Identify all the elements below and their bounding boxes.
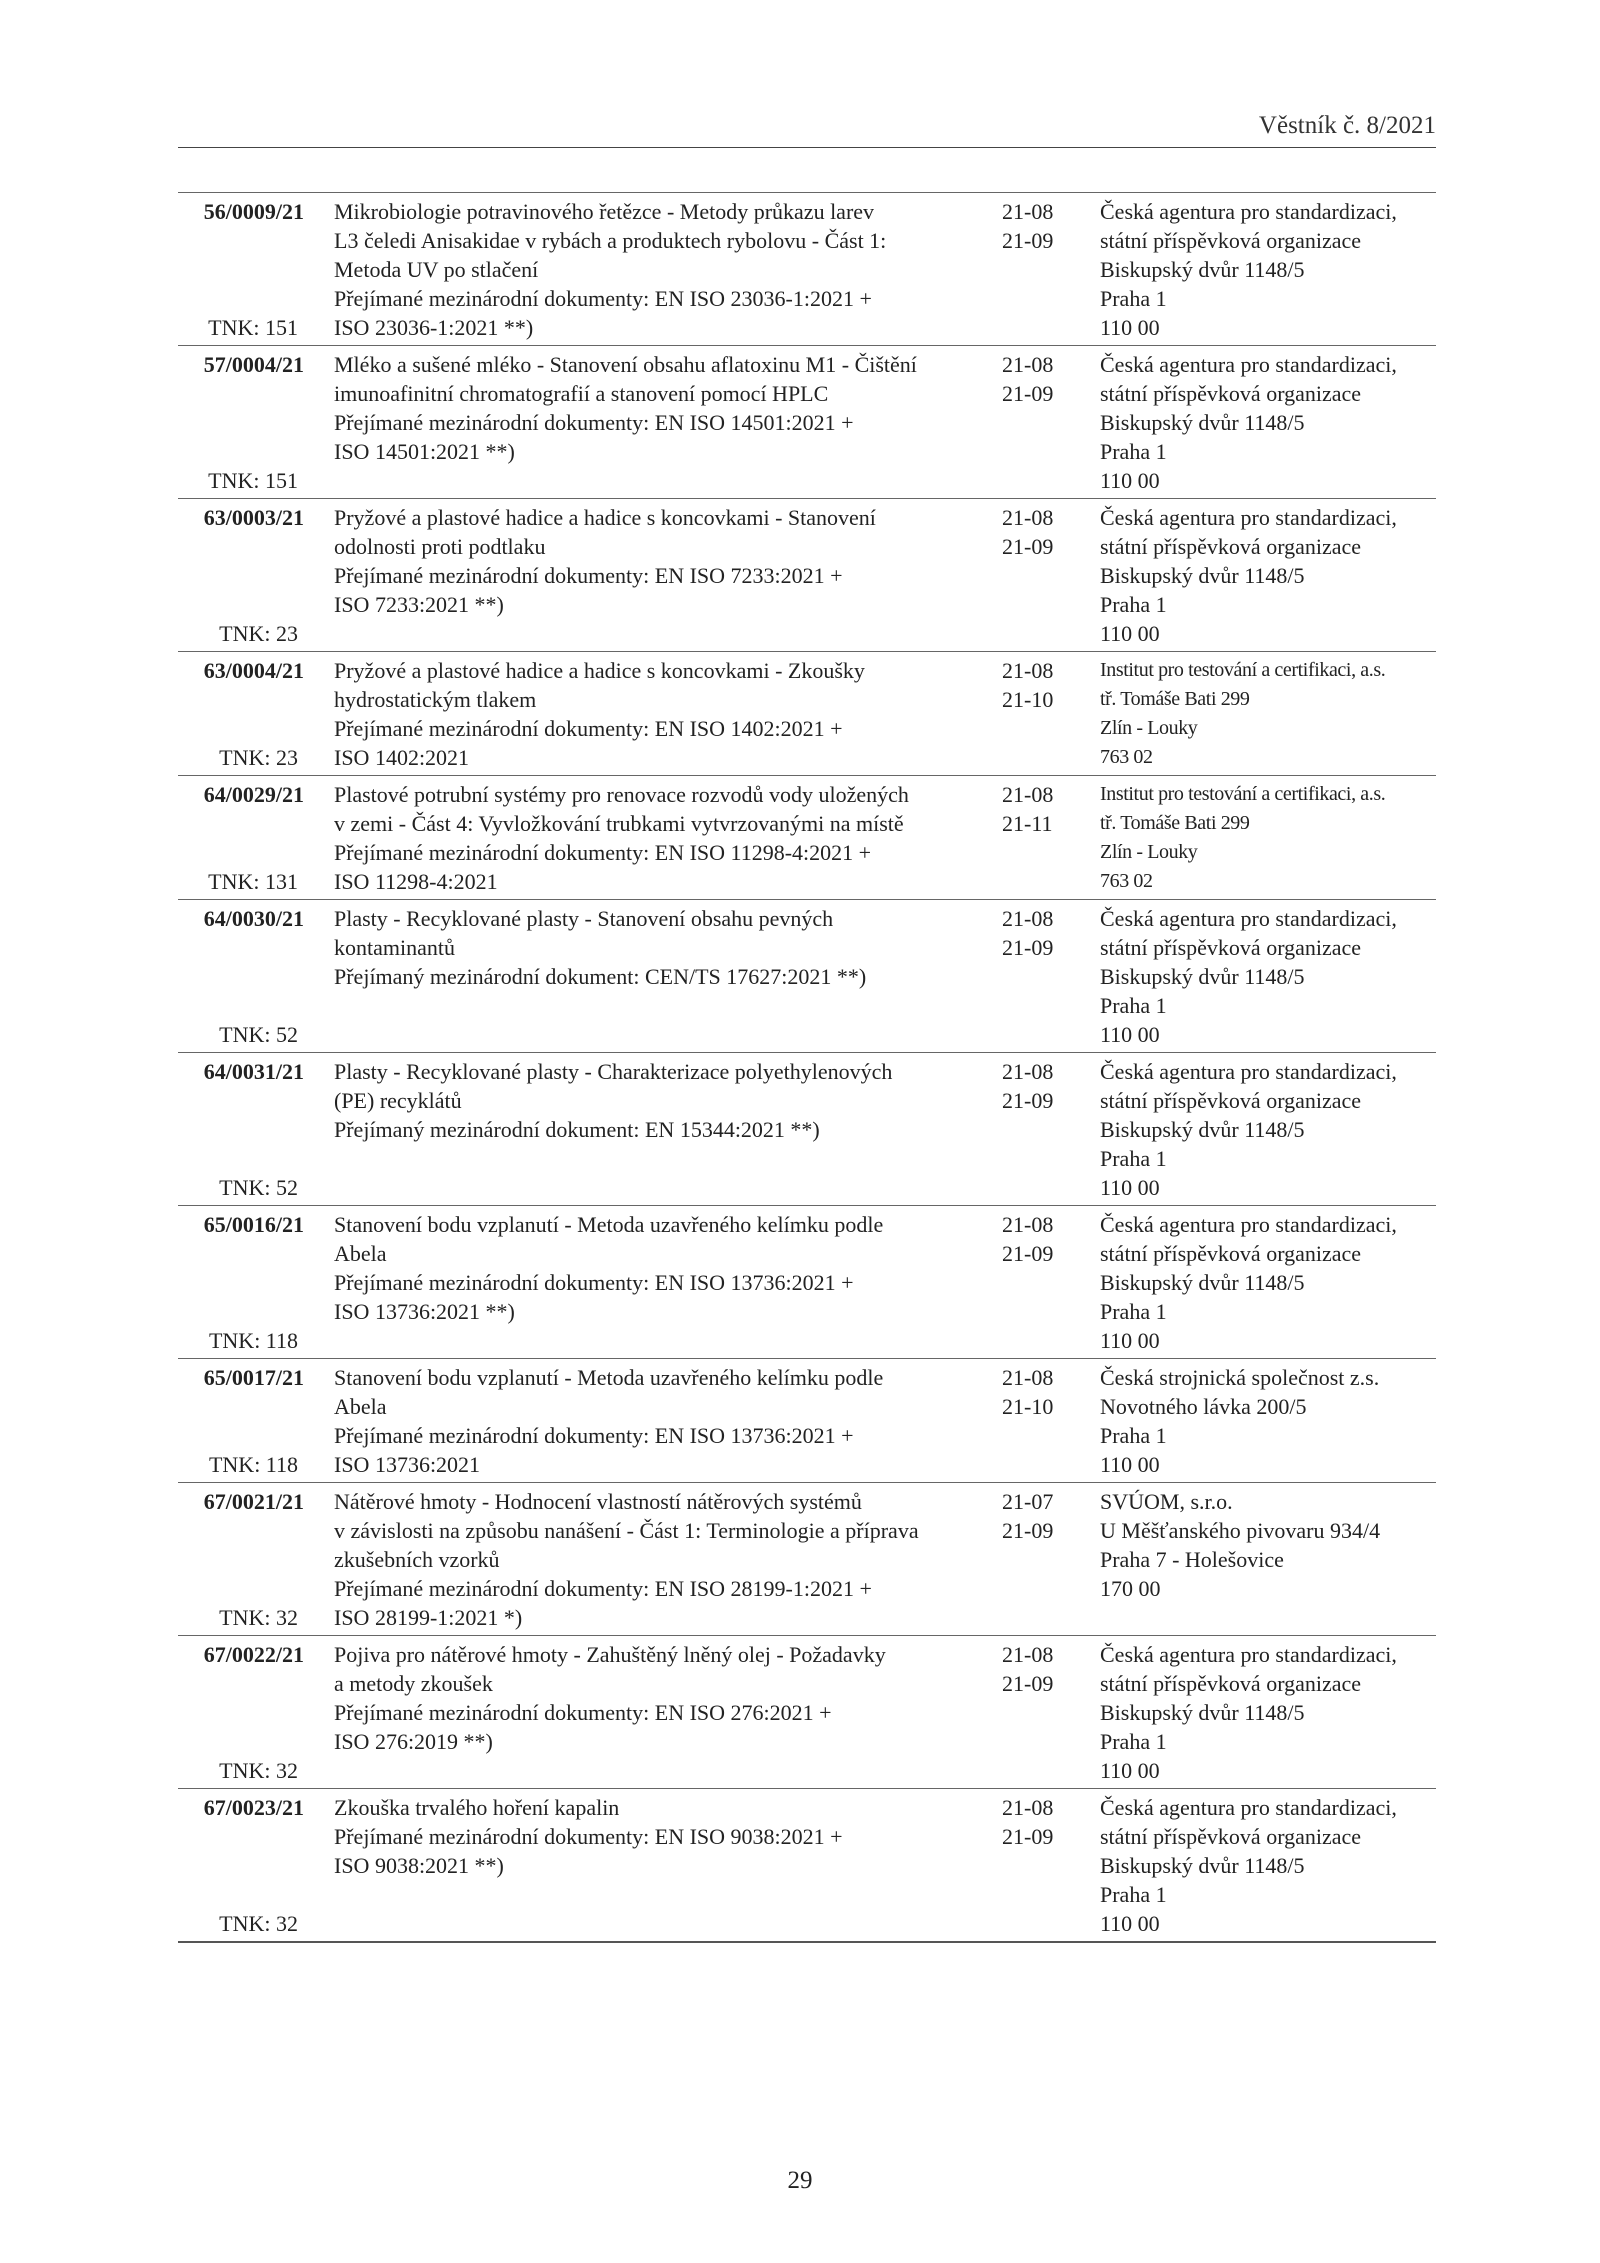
title-line: Plasty - Recyklované plasty - Stanovení obsahu pevných	[334, 906, 834, 931]
table-row	[178, 1483, 1436, 1636]
address-line: Česká agentura pro standardizaci,	[1100, 352, 1397, 377]
address-line: U Měšťanského pivovaru 934/4	[1100, 1518, 1381, 1543]
address-line: SVÚOM, s.r.o.	[1100, 1489, 1233, 1514]
tnk-label: TNK: 118	[208, 1328, 298, 1353]
address-line: Praha 1	[1100, 286, 1167, 311]
tnk-label: TNK: 151	[208, 468, 298, 493]
address-line: 110 00	[1100, 315, 1160, 340]
title-line: Přejímaný mezinárodní dokument: CEN/TS 17627:2021 **)	[334, 964, 867, 989]
address-line: státní příspěvková organizace	[1100, 381, 1362, 406]
address-line: Praha 1	[1100, 993, 1167, 1018]
dates-column	[1002, 904, 1082, 962]
address-line: Biskupský dvůr 1148/5	[1100, 257, 1305, 282]
title-line: ISO 23036-1:2021 **)	[334, 315, 534, 340]
address-line: 763 02	[1100, 870, 1153, 892]
dates-column	[1002, 197, 1082, 255]
table-row	[178, 499, 1436, 652]
dates-column	[1002, 1363, 1082, 1421]
date-value: 21-08	[1002, 1795, 1054, 1820]
title-line: ISO 28199-1:2021 *)	[334, 1605, 523, 1630]
table-row	[178, 346, 1436, 499]
date-value: 21-09	[1002, 534, 1054, 559]
address-line: Česká agentura pro standardizaci,	[1100, 1059, 1397, 1084]
title-line: ISO 276:2019 **)	[334, 1729, 493, 1754]
title-line: Plasty - Recyklované plasty - Charakterizace polyethylenových	[334, 1059, 893, 1084]
table-row	[178, 652, 1436, 776]
title-line: Přejímané mezinárodní dokumenty: EN ISO 23036-1:2021 +	[334, 286, 872, 311]
title-line: ISO 13736:2021	[334, 1452, 481, 1477]
address-line: 110 00	[1100, 621, 1160, 646]
dates-column	[1002, 503, 1082, 561]
table-row	[178, 900, 1436, 1053]
address-line: státní příspěvková organizace	[1100, 935, 1362, 960]
date-value: 21-08	[1002, 782, 1054, 807]
dates-column	[1002, 780, 1082, 838]
title-line: Přejímané mezinárodní dokumenty: EN ISO 7233:2021 +	[334, 563, 843, 588]
standard-title	[334, 904, 994, 991]
standard-title	[334, 503, 994, 619]
title-line: L3 čeledi Anisakidae v rybách a produktech rybolovu - Část 1:	[334, 228, 887, 253]
table-row	[178, 1053, 1436, 1206]
address-line: Česká agentura pro standardizaci,	[1100, 505, 1397, 530]
date-value: 21-09	[1002, 1518, 1054, 1543]
table-row	[178, 1206, 1436, 1359]
date-value: 21-09	[1002, 1088, 1054, 1113]
address-line: 110 00	[1100, 468, 1160, 493]
address-line: 110 00	[1100, 1452, 1160, 1477]
date-value: 21-08	[1002, 352, 1054, 377]
standard-number: 67/0021/21	[203, 1489, 304, 1514]
address-line: Novotného lávka 200/5	[1100, 1394, 1307, 1419]
address-line: 110 00	[1100, 1911, 1160, 1936]
date-value: 21-10	[1002, 687, 1054, 712]
address-line: Praha 1	[1100, 1882, 1167, 1907]
tnk-label: TNK: 23	[219, 621, 298, 646]
title-line: Stanovení bodu vzplanutí - Metoda uzavřeného kelímku podle	[334, 1365, 884, 1390]
address-line: Praha 1	[1100, 1423, 1167, 1448]
standard-number: 67/0022/21	[203, 1642, 304, 1667]
organization-address	[1100, 503, 1440, 648]
organization-address	[1100, 780, 1440, 896]
address-line: 110 00	[1100, 1758, 1160, 1783]
date-value: 21-07	[1002, 1489, 1054, 1514]
tnk-label: TNK: 32	[219, 1911, 298, 1936]
address-line: Praha 1	[1100, 592, 1167, 617]
address-line: Biskupský dvůr 1148/5	[1100, 1270, 1305, 1295]
title-line: Přejímané mezinárodní dokumenty: EN ISO 28199-1:2021 +	[334, 1576, 872, 1601]
address-line: tř. Tomáše Bati 299	[1100, 688, 1250, 710]
title-line: Přejímané mezinárodní dokumenty: EN ISO 276:2021 +	[334, 1700, 832, 1725]
title-line: ISO 7233:2021 **)	[334, 592, 504, 617]
dates-column	[1002, 656, 1082, 714]
organization-address	[1100, 1793, 1440, 1938]
dates-column	[1002, 350, 1082, 408]
address-line: státní příspěvková organizace	[1100, 1241, 1362, 1266]
organization-address	[1100, 1640, 1440, 1785]
date-value: 21-10	[1002, 1394, 1054, 1419]
title-line: Metoda UV po stlačení	[334, 257, 539, 282]
address-line: Praha 1	[1100, 1729, 1167, 1754]
date-value: 21-08	[1002, 505, 1054, 530]
title-line: Přejímané mezinárodní dokumenty: EN ISO 11298-4:2021 +	[334, 840, 872, 865]
title-line: Zkouška trvalého hoření kapalin	[334, 1795, 620, 1820]
title-line: Přejímaný mezinárodní dokument: EN 15344:2021 **)	[334, 1117, 820, 1142]
organization-address	[1100, 350, 1440, 495]
address-line: 110 00	[1100, 1022, 1160, 1047]
title-line: v závislosti na způsobu nanášení - Část 1: Terminologie a příprava	[334, 1518, 919, 1543]
date-value: 21-08	[1002, 1059, 1054, 1084]
title-line: Plastové potrubní systémy pro renovace rozvodů vody uložených	[334, 782, 909, 807]
tnk-label: TNK: 131	[208, 869, 298, 894]
standard-number: 56/0009/21	[203, 199, 304, 224]
address-line: Biskupský dvůr 1148/5	[1100, 1853, 1305, 1878]
standard-number: 64/0029/21	[203, 782, 304, 807]
dates-column	[1002, 1057, 1082, 1115]
date-value: 21-11	[1002, 811, 1053, 836]
address-line: Zlín - Louky	[1100, 717, 1198, 739]
organization-address	[1100, 1363, 1440, 1479]
date-value: 21-08	[1002, 658, 1054, 683]
address-line: Biskupský dvůr 1148/5	[1100, 1700, 1305, 1725]
date-value: 21-08	[1002, 1642, 1054, 1667]
title-line: Nátěrové hmoty - Hodnocení vlastností nátěrových systémů	[334, 1489, 862, 1514]
title-line: imunoafinitní chromatografií a stanovení pomocí HPLC	[334, 381, 829, 406]
standard-number: 63/0003/21	[203, 505, 304, 530]
title-line: ISO 1402:2021	[334, 745, 470, 770]
standard-title	[334, 1487, 994, 1632]
page-header: Věstník č. 8/2021	[1258, 112, 1436, 139]
standard-number: 63/0004/21	[203, 658, 304, 683]
standard-number: 64/0031/21	[203, 1059, 304, 1084]
tnk-label: TNK: 32	[219, 1758, 298, 1783]
tnk-label: TNK: 118	[208, 1452, 298, 1477]
address-line: 763 02	[1100, 746, 1153, 768]
table-row	[178, 1636, 1436, 1789]
address-line: Česká agentura pro standardizaci,	[1100, 1212, 1397, 1237]
standard-title	[334, 197, 994, 342]
address-line: Institut pro testování a certifikaci, a.s.	[1100, 783, 1386, 805]
title-line: Pojiva pro nátěrové hmoty - Zahuštěný lněný olej - Požadavky	[334, 1642, 886, 1667]
tnk-label: TNK: 23	[219, 745, 298, 770]
title-line: hydrostatickým tlakem	[334, 687, 537, 712]
organization-address	[1100, 656, 1440, 772]
standard-number: 67/0023/21	[203, 1795, 304, 1820]
address-line: Praha 1	[1100, 439, 1167, 464]
title-line: Přejímané mezinárodní dokumenty: EN ISO 13736:2021 +	[334, 1270, 854, 1295]
title-line: a metody zkoušek	[334, 1671, 493, 1696]
standard-title	[334, 1210, 994, 1326]
title-line: Mikrobiologie potravinového řetězce - Metody průkazu larev	[334, 199, 875, 224]
organization-address	[1100, 1487, 1440, 1603]
table-row	[178, 776, 1436, 900]
date-value: 21-08	[1002, 1212, 1054, 1237]
standard-title	[334, 780, 994, 896]
title-line: Abela	[334, 1394, 387, 1419]
title-line: ISO 13736:2021 **)	[334, 1299, 515, 1324]
date-value: 21-09	[1002, 381, 1054, 406]
address-line: Česká agentura pro standardizaci,	[1100, 199, 1397, 224]
address-line: státní příspěvková organizace	[1100, 228, 1362, 253]
address-line: Česká agentura pro standardizaci,	[1100, 1642, 1397, 1667]
title-line: Abela	[334, 1241, 387, 1266]
date-value: 21-09	[1002, 1671, 1054, 1696]
table-row	[178, 193, 1436, 346]
address-line: Institut pro testování a certifikaci, a.s.	[1100, 659, 1386, 681]
address-line: státní příspěvková organizace	[1100, 1824, 1362, 1849]
address-line: Česká strojnická společnost z.s.	[1100, 1365, 1380, 1390]
address-line: Česká agentura pro standardizaci,	[1100, 906, 1397, 931]
address-line: Zlín - Louky	[1100, 841, 1198, 863]
address-line: Biskupský dvůr 1148/5	[1100, 563, 1305, 588]
dates-column	[1002, 1210, 1082, 1268]
date-value: 21-09	[1002, 1824, 1054, 1849]
title-line: ISO 9038:2021 **)	[334, 1853, 504, 1878]
address-line: 170 00	[1100, 1576, 1161, 1601]
date-value: 21-08	[1002, 199, 1054, 224]
title-line: Mléko a sušené mléko - Stanovení obsahu aflatoxinu M1 - Čištění	[334, 352, 917, 377]
standard-title	[334, 1057, 994, 1144]
standard-title	[334, 350, 994, 466]
standard-number: 64/0030/21	[203, 906, 304, 931]
address-line: Praha 7 - Holešovice	[1100, 1547, 1284, 1572]
address-line: Biskupský dvůr 1148/5	[1100, 964, 1305, 989]
title-line: ISO 11298-4:2021	[334, 869, 498, 894]
address-line: státní příspěvková organizace	[1100, 1671, 1362, 1696]
organization-address	[1100, 904, 1440, 1049]
address-line: 110 00	[1100, 1328, 1160, 1353]
tnk-label: TNK: 151	[208, 315, 298, 340]
title-line: kontaminantů	[334, 935, 455, 960]
organization-address	[1100, 1057, 1440, 1202]
standard-number: 57/0004/21	[203, 352, 304, 377]
address-line: 110 00	[1100, 1175, 1160, 1200]
dates-column	[1002, 1793, 1082, 1851]
organization-address	[1100, 197, 1440, 342]
header-rule	[178, 147, 1436, 148]
address-line: Biskupský dvůr 1148/5	[1100, 410, 1305, 435]
address-line: státní příspěvková organizace	[1100, 1088, 1362, 1113]
standard-title	[334, 1640, 994, 1756]
address-line: Biskupský dvůr 1148/5	[1100, 1117, 1305, 1142]
standard-number: 65/0016/21	[203, 1212, 304, 1237]
tnk-label: TNK: 32	[219, 1605, 298, 1630]
standard-title	[334, 1793, 994, 1880]
title-line: Pryžové a plastové hadice a hadice s koncovkami - Stanovení	[334, 505, 876, 530]
address-line: Praha 1	[1100, 1146, 1167, 1171]
title-line: Stanovení bodu vzplanutí - Metoda uzavřeného kelímku podle	[334, 1212, 884, 1237]
title-line: (PE) recyklátů	[334, 1088, 462, 1113]
standard-title	[334, 656, 994, 772]
standard-number: 65/0017/21	[203, 1365, 304, 1390]
organization-address	[1100, 1210, 1440, 1355]
table-row	[178, 1789, 1436, 1943]
title-line: v zemi - Část 4: Vyvložkování trubkami vytvrzovanými na místě	[334, 811, 904, 836]
date-value: 21-08	[1002, 906, 1054, 931]
title-line: Pryžové a plastové hadice a hadice s koncovkami - Zkoušky	[334, 658, 865, 683]
dates-column	[1002, 1640, 1082, 1698]
title-line: zkušebních vzorků	[334, 1547, 500, 1572]
date-value: 21-09	[1002, 228, 1054, 253]
tnk-label: TNK: 52	[219, 1022, 298, 1047]
date-value: 21-09	[1002, 1241, 1054, 1266]
address-line: státní příspěvková organizace	[1100, 534, 1362, 559]
standards-table	[178, 192, 1436, 1943]
title-line: Přejímané mezinárodní dokumenty: EN ISO 1402:2021 +	[334, 716, 843, 741]
address-line: tř. Tomáše Bati 299	[1100, 812, 1250, 834]
table-row	[178, 1359, 1436, 1483]
page-number: 29	[787, 2167, 813, 2194]
tnk-label: TNK: 52	[219, 1175, 298, 1200]
date-value: 21-08	[1002, 1365, 1054, 1390]
title-line: ISO 14501:2021 **)	[334, 439, 515, 464]
address-line: Česká agentura pro standardizaci,	[1100, 1795, 1397, 1820]
address-line: Praha 1	[1100, 1299, 1167, 1324]
date-value: 21-09	[1002, 935, 1054, 960]
standard-title	[334, 1363, 994, 1479]
title-line: Přejímané mezinárodní dokumenty: EN ISO 9038:2021 +	[334, 1824, 843, 1849]
title-line: Přejímané mezinárodní dokumenty: EN ISO 13736:2021 +	[334, 1423, 854, 1448]
title-line: Přejímané mezinárodní dokumenty: EN ISO 14501:2021 +	[334, 410, 854, 435]
title-line: odolnosti proti podtlaku	[334, 534, 546, 559]
dates-column	[1002, 1487, 1082, 1545]
